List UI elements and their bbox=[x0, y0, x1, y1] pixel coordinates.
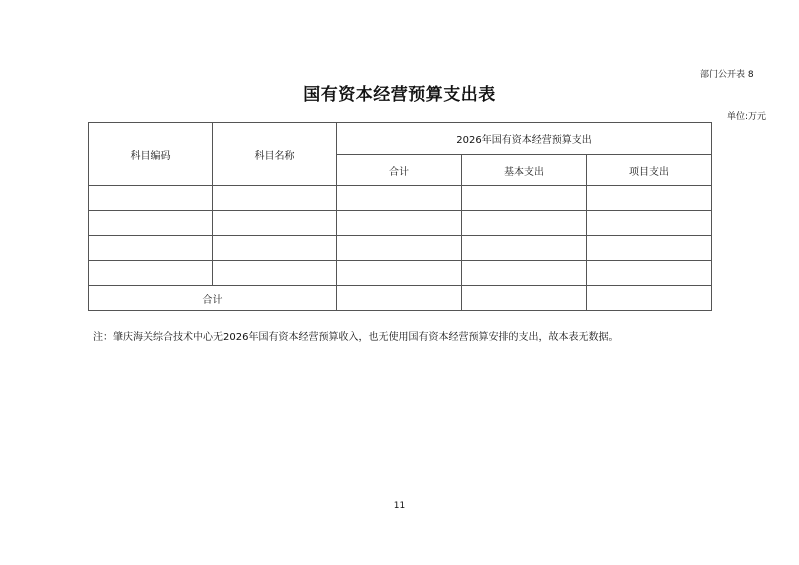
page-number: 11 bbox=[393, 501, 406, 511]
total-cell bbox=[587, 286, 712, 311]
header-row bbox=[89, 123, 712, 155]
column-header-total: 合计 bbox=[337, 155, 462, 186]
column-header-basic: 基本支出 bbox=[462, 155, 587, 186]
table-cell bbox=[462, 211, 587, 236]
table-cell bbox=[213, 211, 337, 236]
table-cell bbox=[587, 186, 712, 211]
document-code: 部门公开表 8 bbox=[700, 70, 754, 80]
footnote: 注：肇庆海关综合技术中心无2026年国有资本经营预算收入，也无使用国有资本经营预算安排的支出，故本表无数据。 bbox=[93, 332, 619, 343]
table-cell bbox=[337, 211, 462, 236]
table-cell bbox=[337, 186, 462, 211]
table-cell bbox=[462, 186, 587, 211]
table-cell bbox=[89, 211, 213, 236]
budget-table bbox=[88, 122, 712, 311]
table-cell bbox=[462, 236, 587, 261]
unit-label: 单位:万元 bbox=[727, 112, 767, 122]
table-cell bbox=[587, 261, 712, 286]
table-cell bbox=[587, 211, 712, 236]
total-label: 合计 bbox=[89, 286, 337, 311]
table-cell bbox=[213, 261, 337, 286]
table-cell bbox=[89, 236, 213, 261]
total-row bbox=[89, 286, 712, 311]
table-cell bbox=[587, 236, 712, 261]
table-cell bbox=[213, 186, 337, 211]
page-title: 国有资本经营预算支出表 bbox=[303, 85, 496, 105]
table-row bbox=[89, 211, 712, 236]
table-cell bbox=[89, 186, 213, 211]
table-row bbox=[89, 236, 712, 261]
table-cell bbox=[337, 261, 462, 286]
column-header-name: 科目名称 bbox=[213, 123, 337, 186]
group-header: 2026年国有资本经营预算支出 bbox=[337, 123, 712, 155]
total-cell bbox=[462, 286, 587, 311]
table-row bbox=[89, 186, 712, 211]
table-cell bbox=[337, 236, 462, 261]
table-cell bbox=[462, 261, 587, 286]
table-cell bbox=[213, 236, 337, 261]
table-cell bbox=[89, 261, 213, 286]
total-cell bbox=[337, 286, 462, 311]
column-header-code: 科目编码 bbox=[89, 123, 213, 186]
table-row bbox=[89, 261, 712, 286]
column-header-project: 项目支出 bbox=[587, 155, 712, 186]
